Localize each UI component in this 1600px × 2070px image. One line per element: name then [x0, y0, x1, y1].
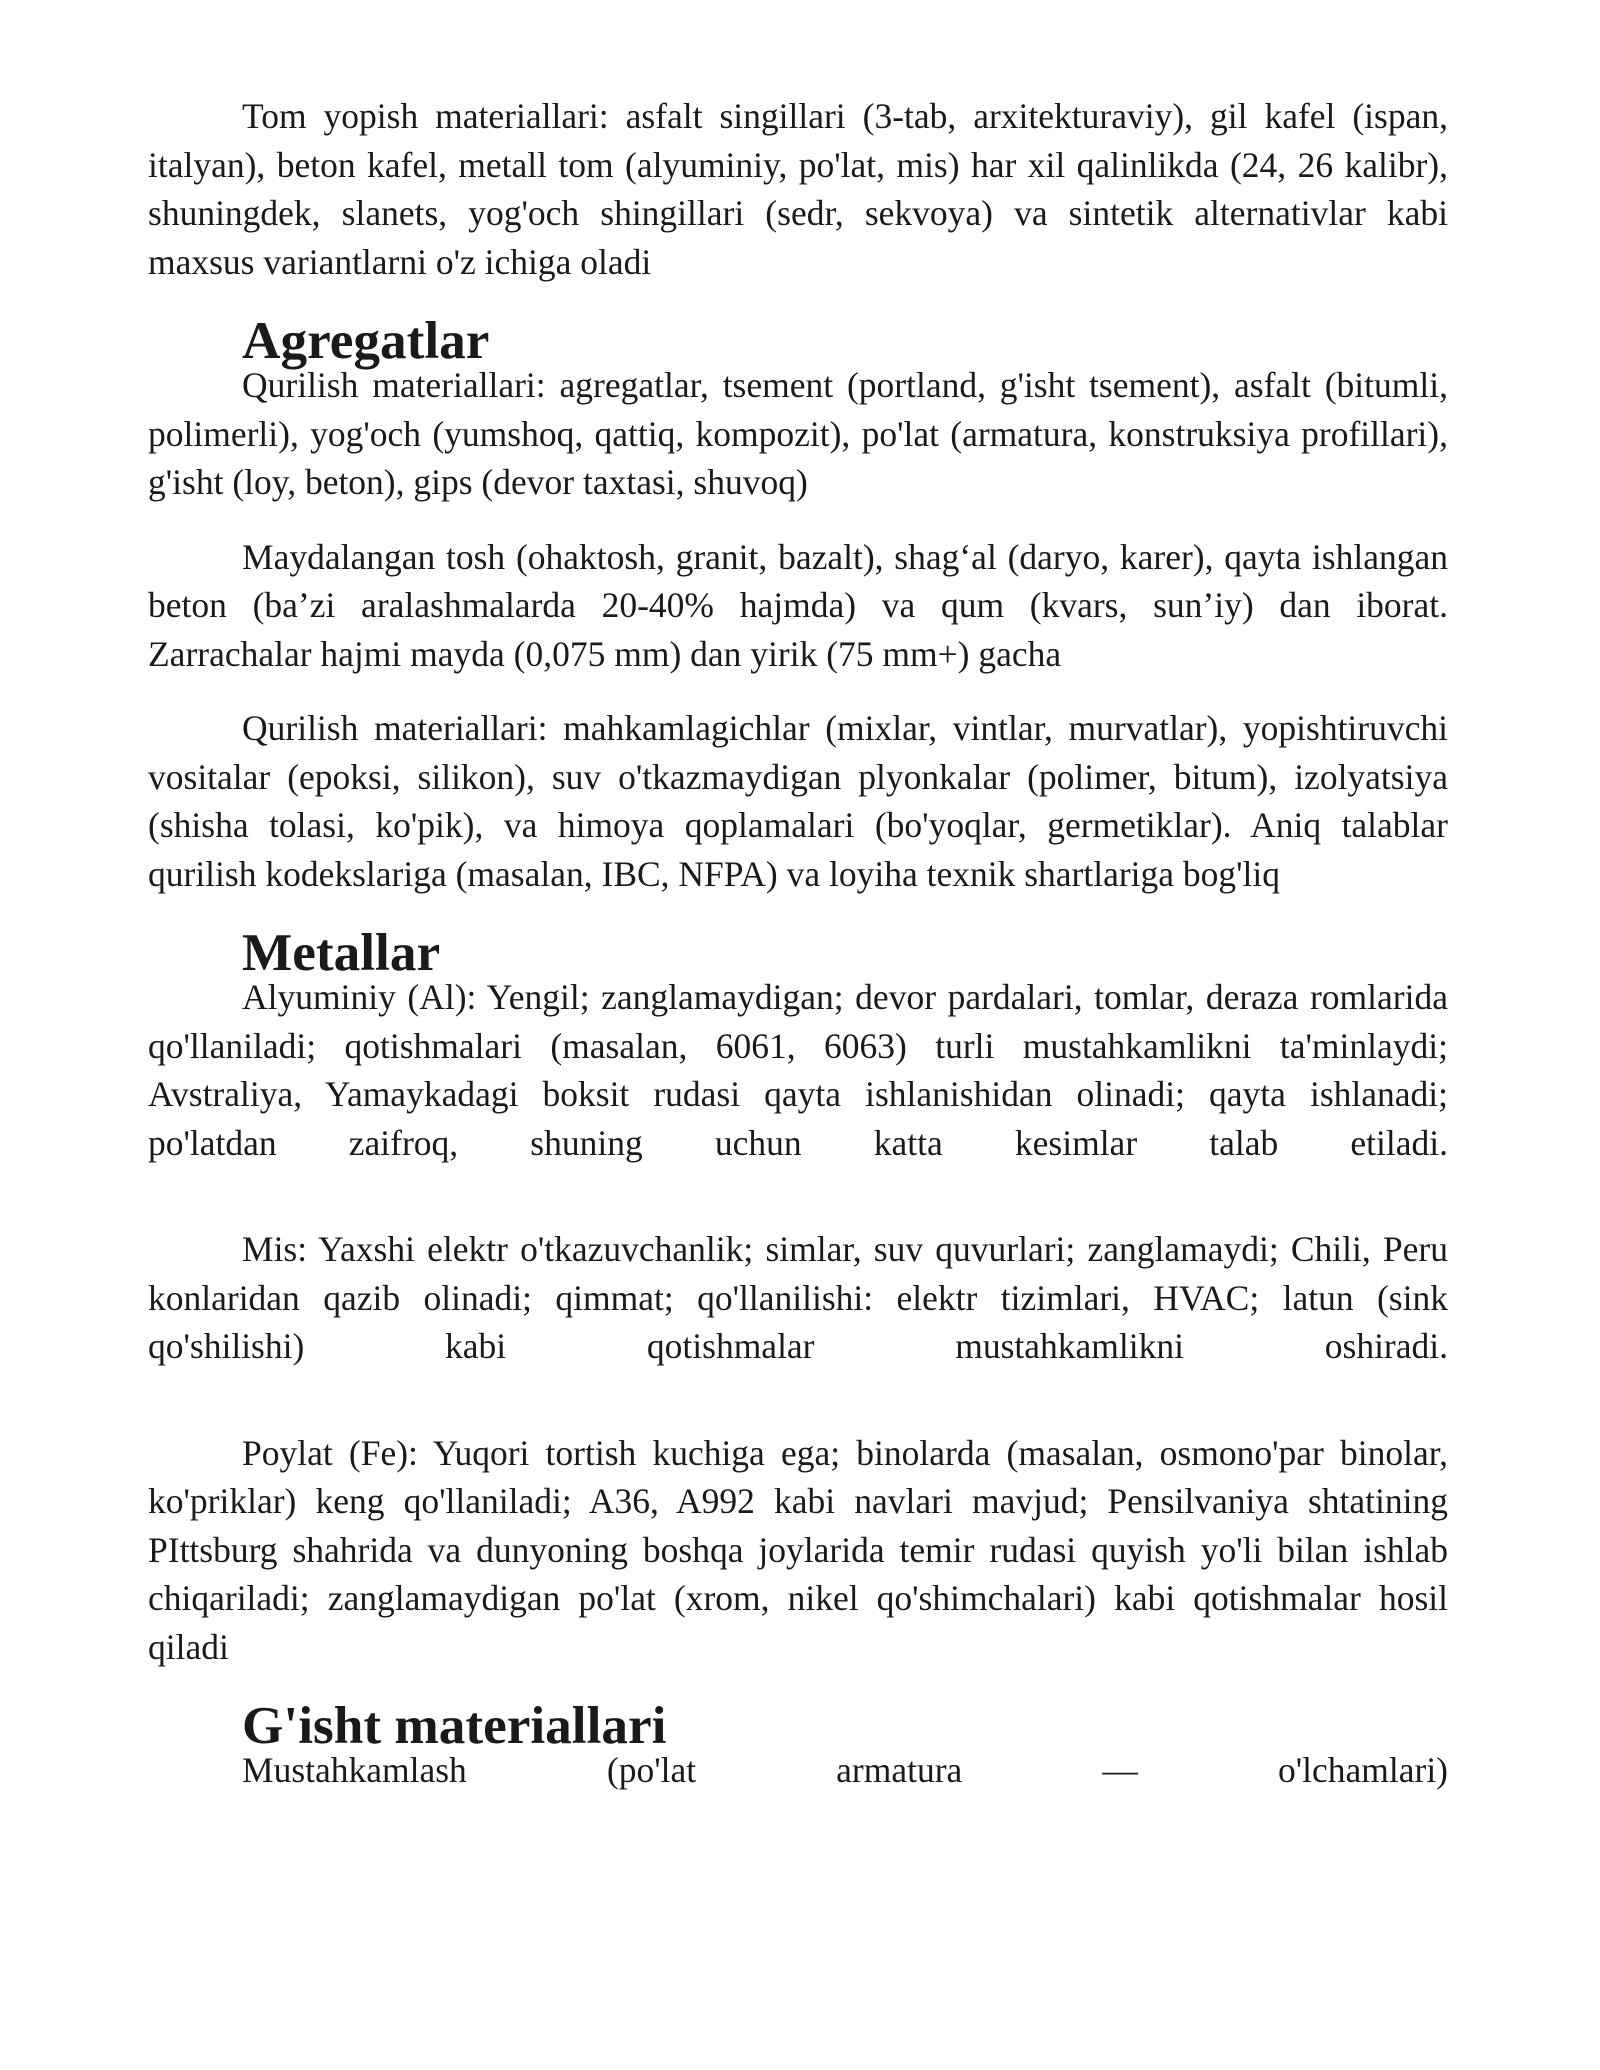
- aggregates-paragraph-1: Qurilish materiallari: agregatlar, tsement (portland, g'isht tsement), asfalt (bitumli, polimerli), yog'och (yumshoq, qattiq, kompozit), po'lat (armatura, konstruksiya profillari), g'isht (loy, beton), gips (devor taxtasi, shuvoq): [148, 365, 1448, 502]
- brick-paragraph-1: Mustahkamlash (po'lat armatura — o'lchamlari): [242, 1750, 1448, 1790]
- section-heading-brick: G'isht materiallari: [242, 1696, 667, 1755]
- metals-copper-paragraph: Mis: Yaxshi elektr o'tkazuvchanlik; simlar, suv quvurlari; zanglamaydi; Chili, Peru konlaridan qazib olinadi; qimmat; qo'llanilishi: elektr tizimlari, HVAC; latun (sink qo'shilishi) kabi qotishmalar mustahkamlikni oshiradi.: [148, 1229, 1448, 1366]
- spacer: [148, 1371, 1448, 1429]
- spacer: [148, 507, 1448, 533]
- metals-aluminium-paragraph: Alyuminiy (Al): Yengil; zanglamaydigan; devor pardalari, tomlar, deraza romlarida qo'llaniladi; qotishmalari (masalan, 6061, 6063) turli mustahkamlikni ta'minlaydi; Avstraliya, Yamaykadagi boksit rudasi qayta ishlanishidan olinadi; qayta ishlanadi; po'latdan zaifroq, shuning uchun katta kesimlar talab etiladi.: [148, 977, 1448, 1163]
- metals-steel-paragraph: Poylat (Fe): Yuqori tortish kuchiga ega; binolarda (masalan, osmono'par binolar, ko'priklar) keng qo'llaniladi; A36, A992 kabi navlari mavjud; Pensilvaniya shtatining PIttsburg shahrida va dunyoning boshqa joylarida temir rudasi quyish yo'li bilan ishlab chiqariladi; zanglamaydigan po'lat (xrom, nikel qo'shimchalari) kabi qotishmalar hosil qiladi: [148, 1432, 1448, 1667]
- section-heading-metals: Metallar: [242, 923, 441, 982]
- spacer: [148, 678, 1448, 704]
- aggregates-paragraph-2: Maydalangan tosh (ohaktosh, granit, bazalt), shag‘al (daryo, karer), qayta ishlangan beton (ba’zi aralashmalarda 20-40% hajmda) va qum (kvars, sun’iy) dan iborat. Zarrachalar hajmi mayda (0,075 mm) dan yirik (75 mm+) gacha: [148, 536, 1448, 674]
- aggregates-paragraph-3: Qurilish materiallari: mahkamlagichlar (mixlar, vintlar, murvatlar), yopishtiruvchi vositalar (epoksi, silikon), suv o'tkazmaydigan plyonkalar (polimer, bitum), izolyatsiya (shisha tolasi, ko'pik), va himoya qoplamalari (bo'yoqlar, germetiklar). Aniq talablar qurilish kodekslariga (masalan, IBC, NFPA) va loyiha texnik shartlariga bog'liq: [148, 708, 1448, 894]
- document-page: [148, 92, 1448, 1795]
- section-heading-aggregates: Agregatlar: [242, 311, 490, 370]
- intro-paragraph: Tom yopish materiallari: asfalt singillari (3-tab, arxitekturaviy), gil kafel (ispan, italyan), beton kafel, metall tom (alyuminiy, po'lat, mis) har xil qalinlikda (24, 26 kalibr), shuningdek, slanets, yog'och shingillari (sedr, sekvoya) va sintetik alternativlar kabi maxsus variantlarni o'z ichiga oladi: [148, 96, 1448, 282]
- spacer: [148, 1167, 1448, 1225]
